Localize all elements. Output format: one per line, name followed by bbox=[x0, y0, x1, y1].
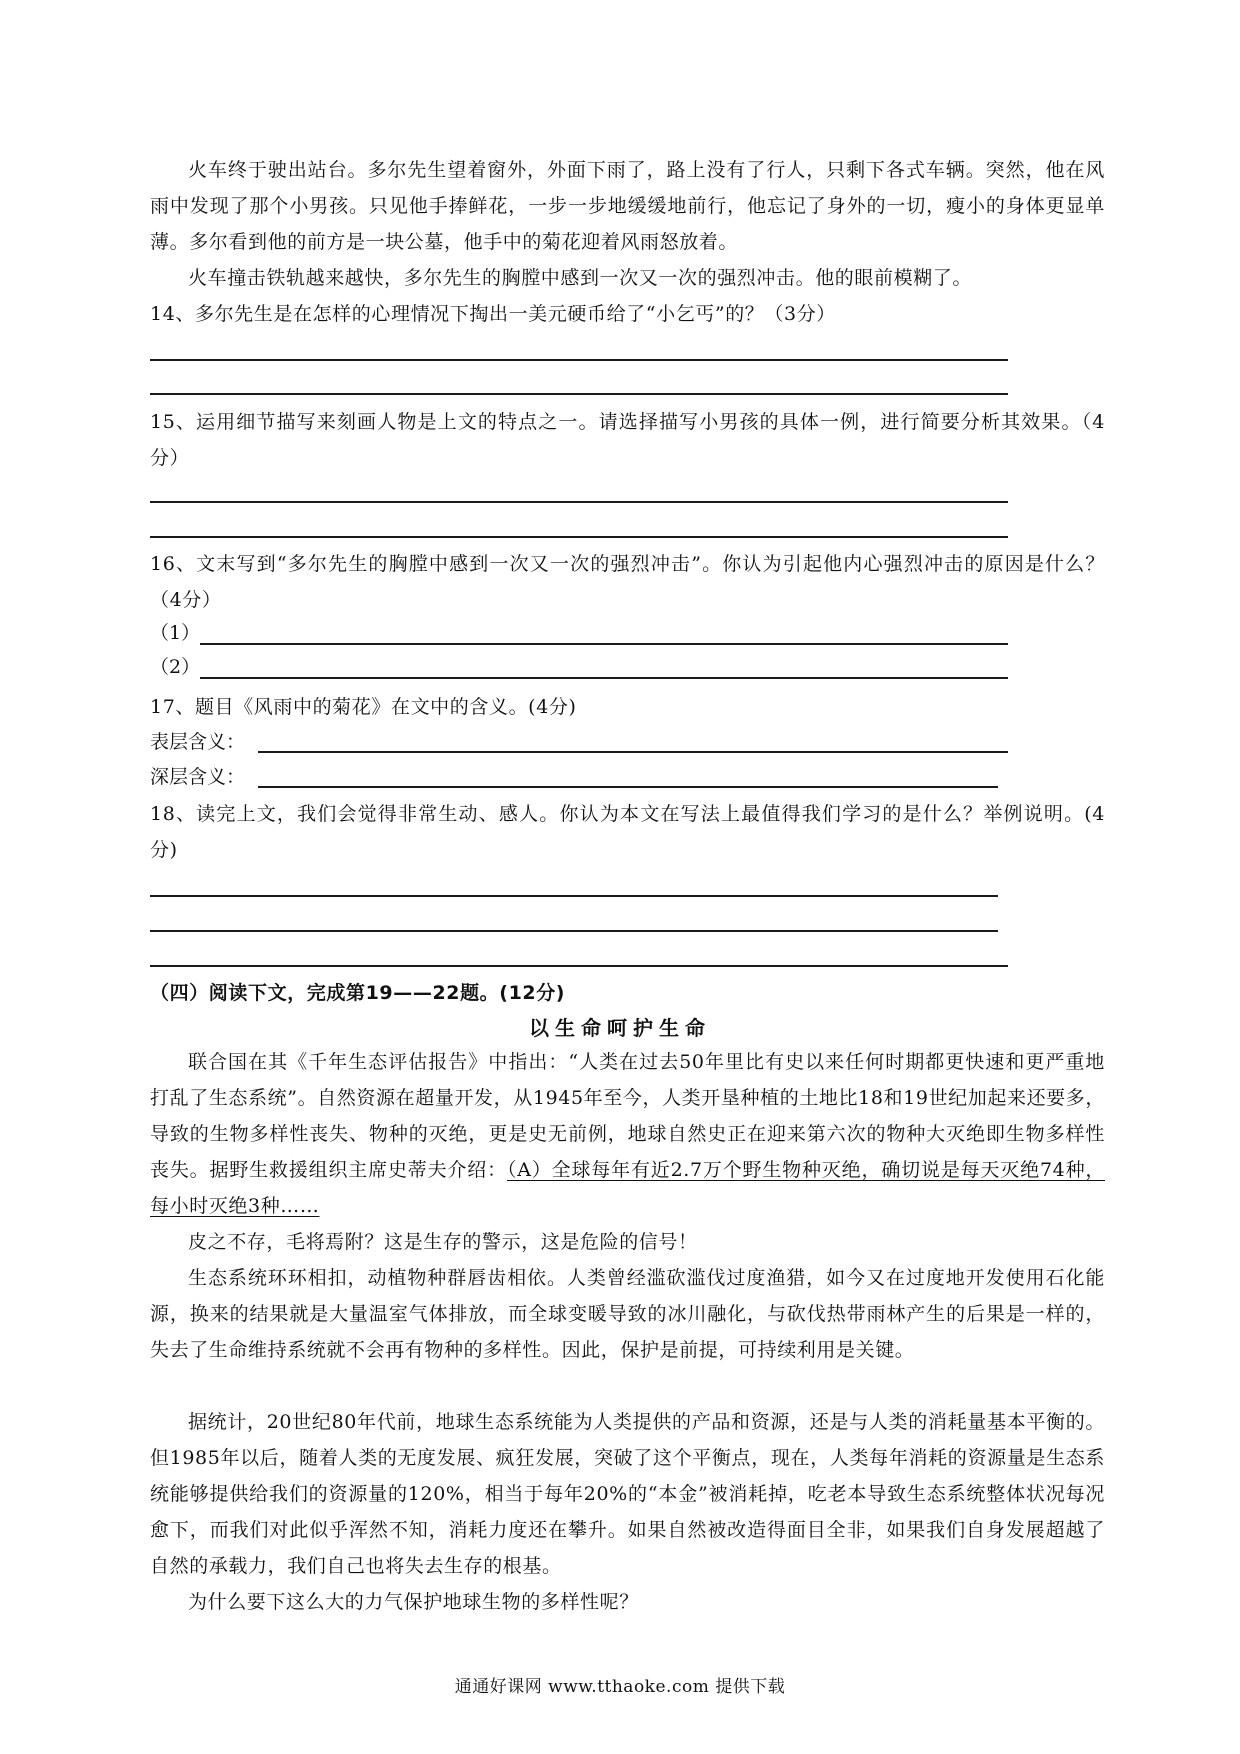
answer-line[interactable] bbox=[150, 501, 1008, 503]
answer-line[interactable] bbox=[200, 643, 1008, 645]
question-15: 15、运用细节描写来刻画人物是上文的特点之一。请选择描写小男孩的具体一例，进行简要分析其效果。（4分） bbox=[150, 411, 1105, 469]
section-heading: （四）阅读下文，完成第19——22题。(12分) bbox=[150, 982, 566, 1004]
answer-line[interactable] bbox=[150, 895, 998, 897]
article-paragraph-3: 生态系统环环相扣，动植物种群唇齿相依。人类曾经滥砍滥伐过度渔猎，如今又在过度地开发使用石化能源，换来的结果就是大量温室气体排放，而全球变暖导致的冰川融化，与砍伐热带雨林产生的后果是一样的，失去了生命维持系统就不会再有物种的多样性。因此，保护是前提，可持续利用是关键。 bbox=[150, 1267, 1105, 1361]
answer-line[interactable] bbox=[258, 786, 998, 788]
story-paragraph-2: 火车撞击铁轨越来越快，多尔先生的胸膛中感到一次又一次的强烈冲击。他的眼前模糊了。 bbox=[188, 267, 973, 289]
question-17: 17、题目《风雨中的菊花》在文中的含义。(4分) bbox=[150, 696, 577, 718]
story-paragraph-1: 火车终于驶出站台。多尔先生望着窗外，外面下雨了，路上没有了行人，只剩下各式车辆。突然，他在风雨中发现了那个小男孩。只见他手捧鲜花，一步一步地缓缓地前行，他忘记了身外的一切，瘦小的身体更显单薄。多尔看到他的前方是一块公墓，他手中的菊花迎着风雨怒放着。 bbox=[150, 159, 1105, 253]
article-paragraph-1 bbox=[150, 1044, 1105, 1224]
answer-line[interactable] bbox=[150, 930, 998, 932]
page-footer: 通通好课网 www.tthaoke.com 提供下载 bbox=[454, 1677, 786, 1697]
article-paragraph-5: 为什么要下这么大的力气保护地球生物的多样性呢？ bbox=[188, 1591, 639, 1613]
answer-line[interactable] bbox=[258, 751, 1008, 753]
surface-meaning-label: 表层含义： bbox=[150, 731, 246, 753]
answer-line[interactable] bbox=[150, 965, 1008, 967]
article-paragraph-1-text: 联合国在其《千年生态评估报告》中指出：“人类在过去50年里比有史以来任何时期都更快速和更严重地打乱了生态系统”。自然资源在超量开发，从1945年至今，人类开垦种植的土地比18和19世纪加起来还要多，导致的生物多样性丧失、物种的灭绝，更是史无前例，地球自然史正在迎来第六次的物种大灭绝即生物多样性丧失。据野生救援组织主席史蒂夫介绍： bbox=[150, 1051, 1105, 1181]
answer-label-1: （1） bbox=[150, 622, 201, 644]
answer-line[interactable] bbox=[150, 536, 1008, 538]
deep-meaning-label: 深层含义： bbox=[150, 766, 246, 788]
answer-line[interactable] bbox=[200, 677, 1008, 679]
question-14: 14、多尔先生是在怎样的心理情况下掏出一美元硬币给了“小乞丐”的？（3分） bbox=[150, 303, 836, 325]
answer-label-2: （2） bbox=[150, 656, 201, 678]
article-title: 以生命呵护生命 bbox=[529, 1016, 711, 1040]
answer-line[interactable] bbox=[150, 359, 1008, 361]
article-paragraph-2: 皮之不存，毛将焉附？这是生存的警示，这是危险的信号！ bbox=[188, 1231, 698, 1253]
underlined-sentence-a: （A）全球每年有近2.7万个野生物种灭绝，确切说是每天灭绝74种，每小时灭绝3种…… bbox=[150, 1159, 1105, 1217]
article-paragraph-4: 据统计，20世纪80年代前，地球生态系统能为人类提供的产品和资源，还是与人类的消耗量基本平衡的。但1985年以后，随着人类的无度发展、疯狂发展，突破了这个平衡点，现在，人类每年消耗的资源量是生态系统能够提供给我们的资源量的120%，相当于每年20%的“本金”被消耗掉，吃老本导致生态系统整体状况每况愈下，而我们对此似乎浑然不知，消耗力度还在攀升。如果自然被改造得面目全非，如果我们自身发展超越了自然的承载力，我们自己也将失去生存的根基。 bbox=[150, 1411, 1106, 1577]
answer-line[interactable] bbox=[150, 393, 1008, 395]
question-18: 18、读完上文，我们会觉得非常生动、感人。你认为本文在写法上最值得我们学习的是什么？举例说明。(4分) bbox=[150, 803, 1105, 861]
question-16: 16、文末写到“多尔先生的胸膛中感到一次又一次的强烈冲击”。你认为引起他内心强烈冲击的原因是什么？（4分） bbox=[150, 553, 1105, 611]
